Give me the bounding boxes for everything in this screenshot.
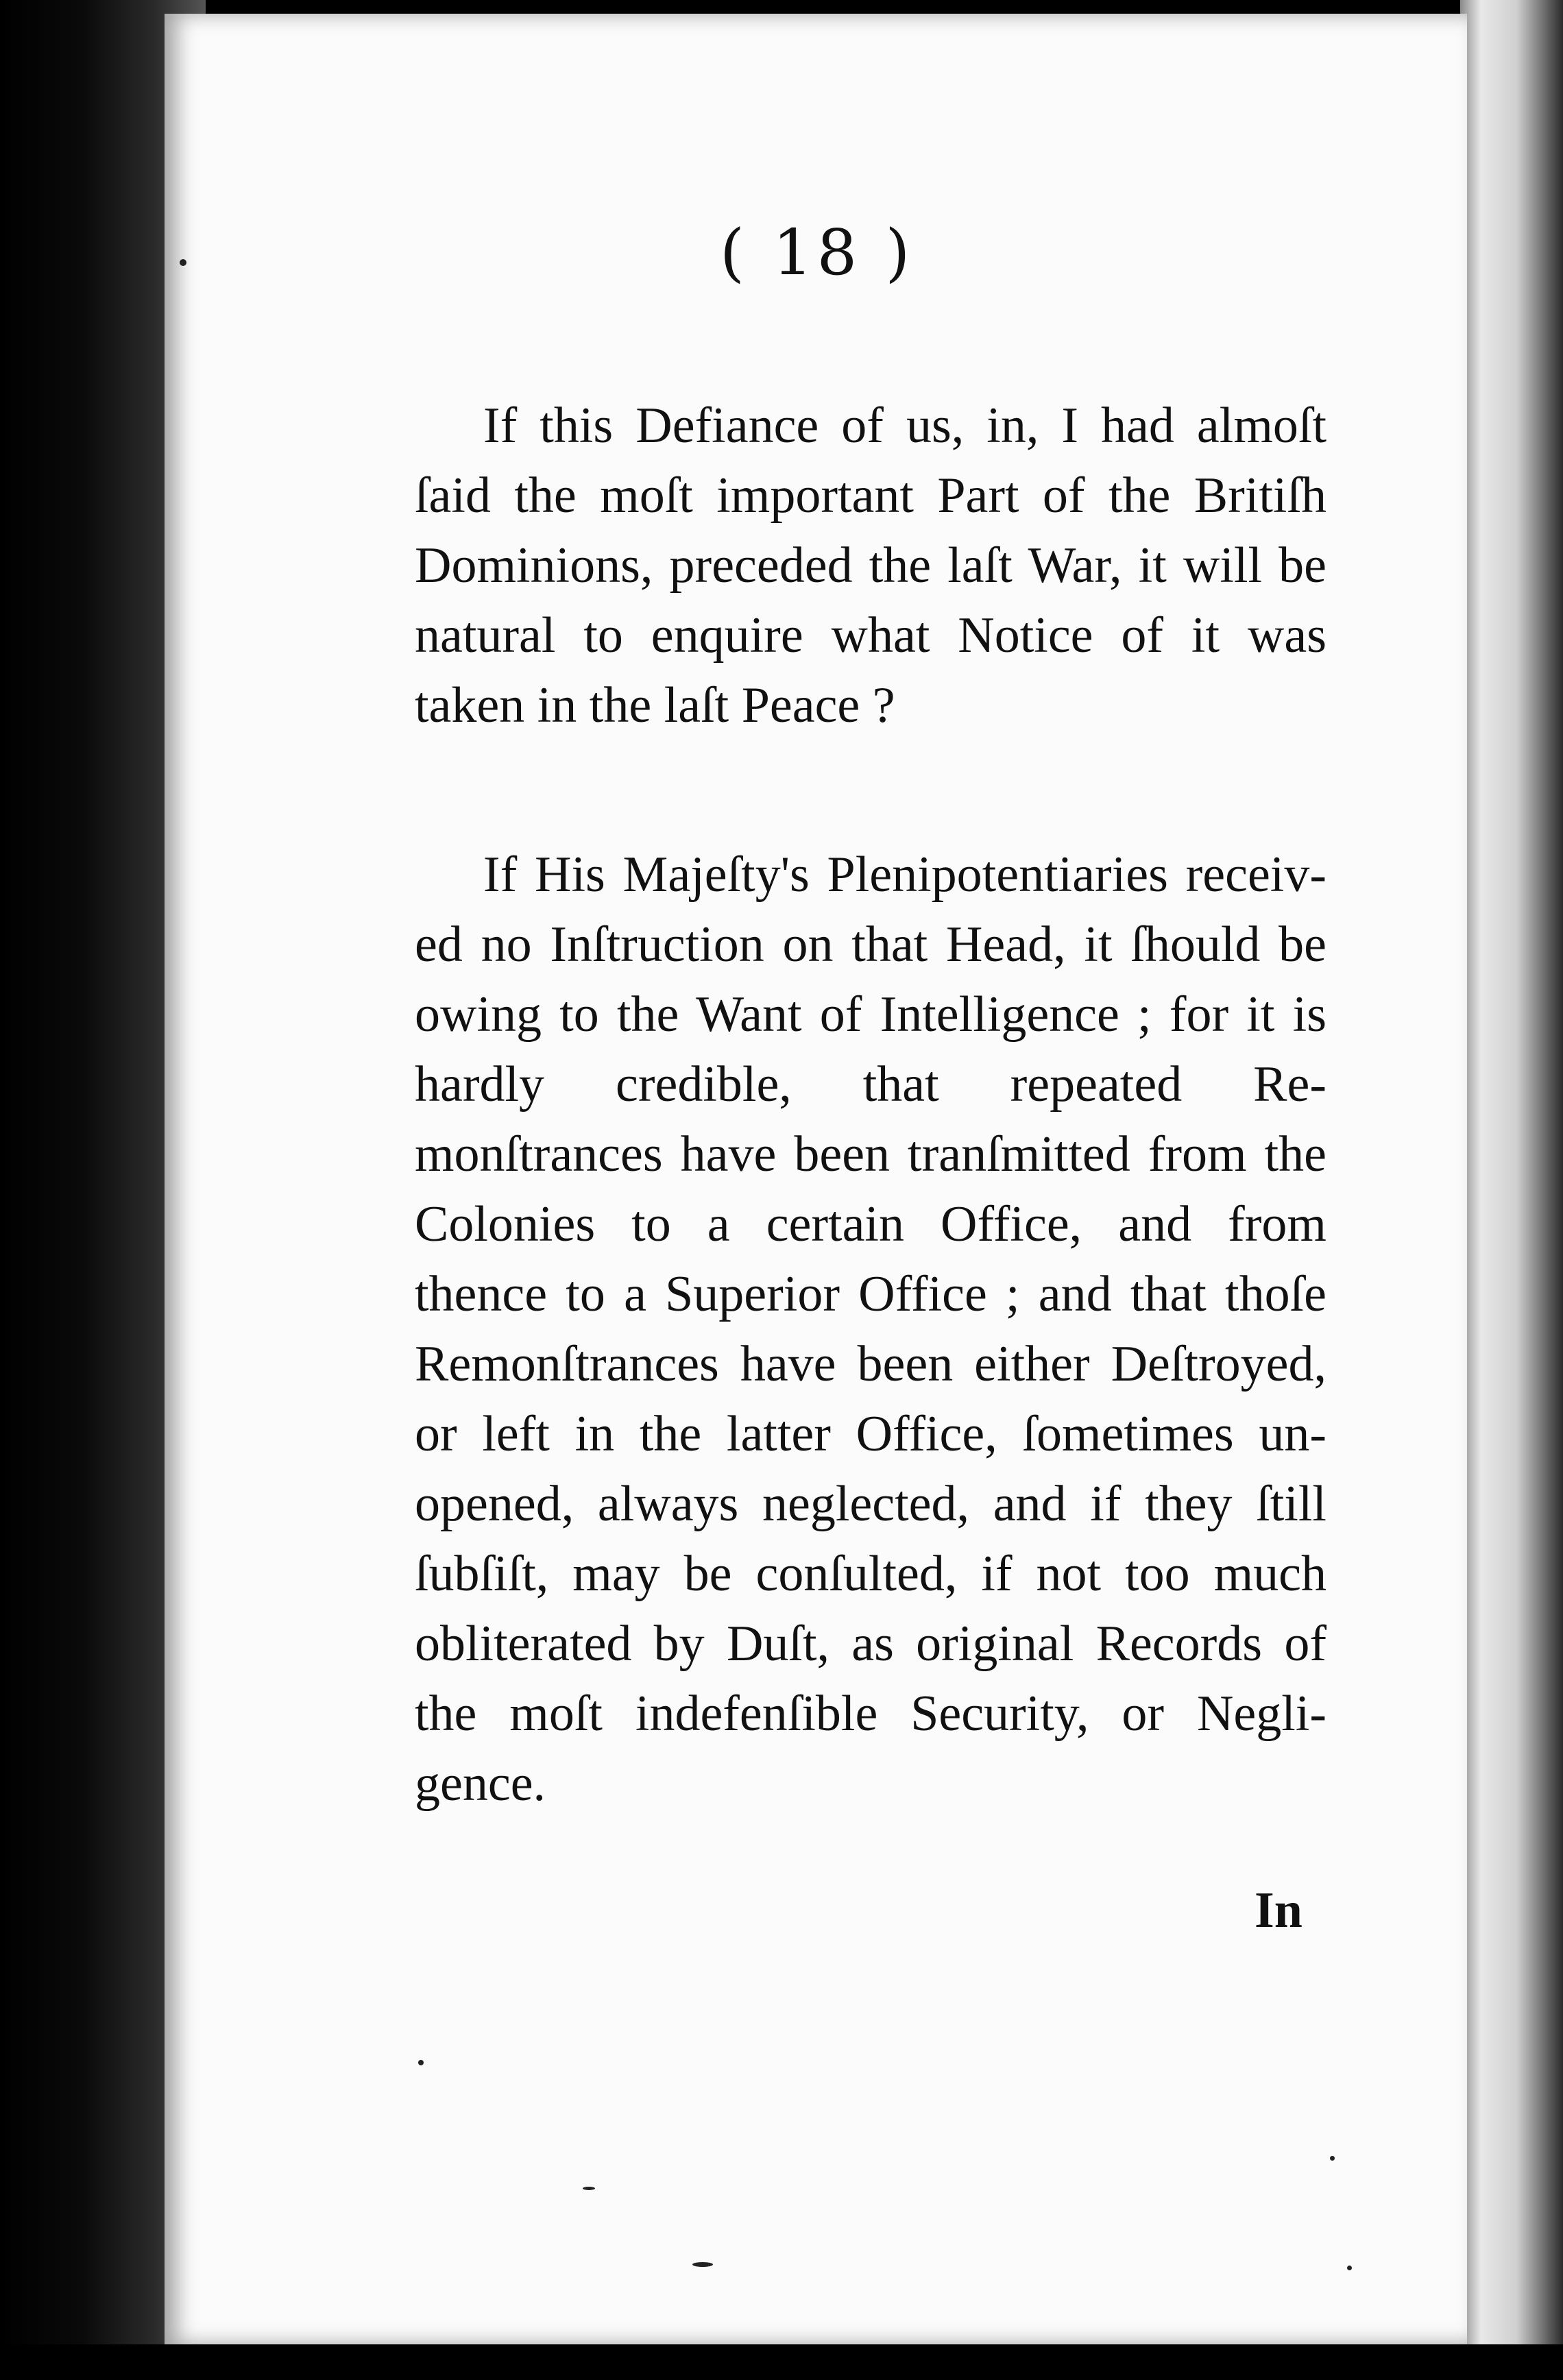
paragraph-2: If His Majeſty's Plenipotentiaries receiv-ed no Inſtruction on that Head, it ſhould be owing to the Want of Intelligence ; for it is hardly credible, that repeated Re-monſtrances have been tranſmitted from the Colonies to a certain Office, and from thence to a Superior Office ; and that thoſe Remonſtrances have been either Deſtroyed, or left in the latter Office, ſometimes un-opened, always neglected, and if they ſtill ſubſiſt, may be conſulted, if not too much obliterated by Duſt, as original Records of the moſt indefenſible Security, or Negli-gence. xyxy=(415,847,1326,1812)
scan-speck xyxy=(1347,2266,1352,2270)
scan-speck xyxy=(1330,2156,1335,2161)
catchword: In xyxy=(1255,1882,1302,1939)
scan-speck xyxy=(418,2060,424,2065)
scan-speck xyxy=(692,2262,713,2267)
adjacent-page-edge xyxy=(1460,0,1563,2380)
bottom-border xyxy=(0,2344,1563,2380)
paragraph-1: If this Defiance of us, in, I had almoſt ſaid the moſt important Part of the Britiſh Dominions, preceded the laſt War, it will be natural to enquire what Notice of it was taken in the laſt Peace ? xyxy=(415,398,1326,733)
scan-speck xyxy=(180,259,186,266)
scan-speck xyxy=(583,2187,595,2190)
page-number: ( 18 ) xyxy=(720,216,914,289)
